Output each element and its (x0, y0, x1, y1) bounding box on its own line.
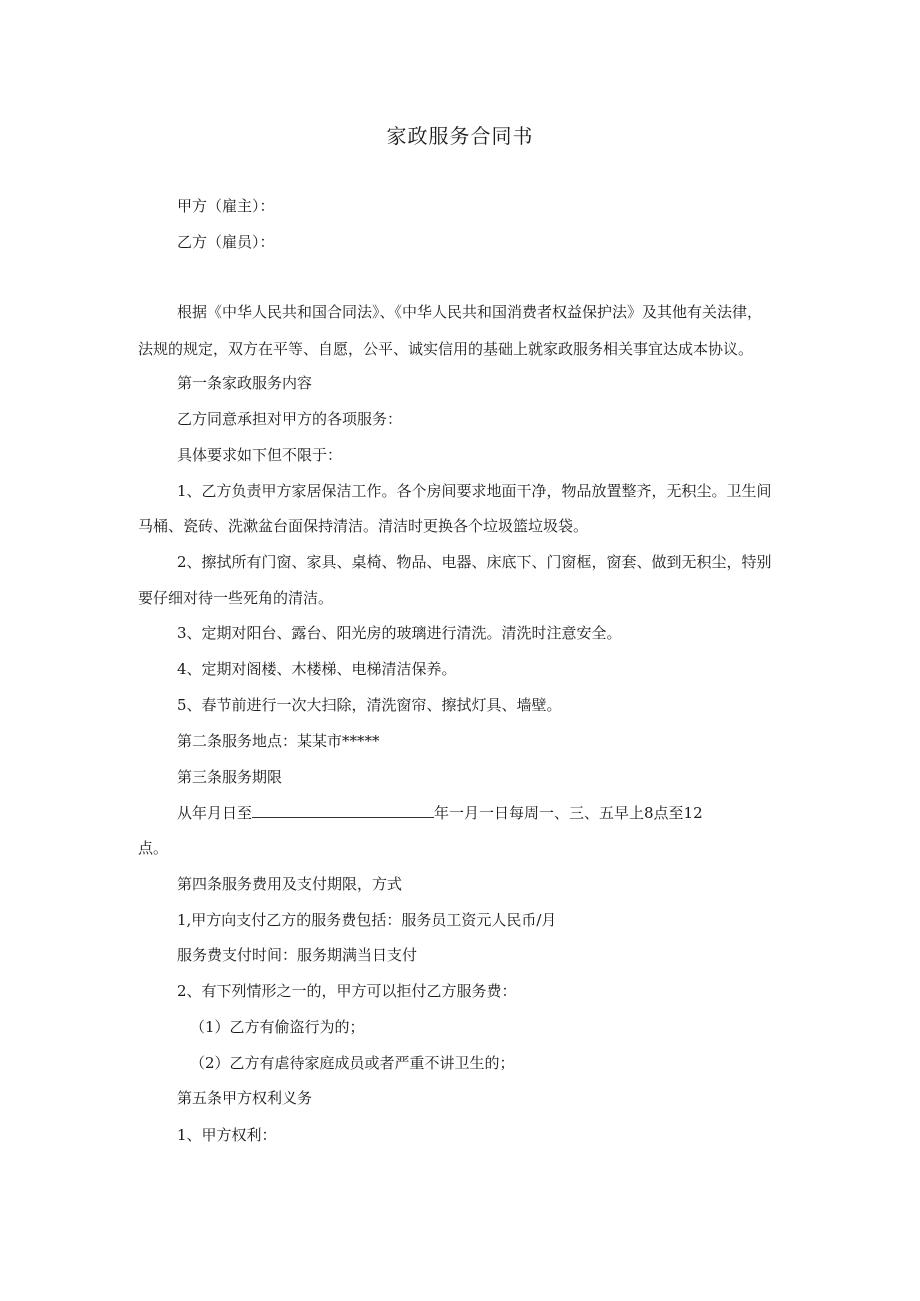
item-2-line-2: 要仔细对待一些死角的清洁。 (138, 589, 334, 607)
term-end-text: 年一月一日每周一、三、五早上8点至12 (434, 804, 703, 822)
article-4-case-1: （1）乙方有偷盗行为的； (190, 1018, 365, 1036)
document-title: 家政服务合同书 (386, 124, 534, 148)
preamble-line-1: 根据《中华人民共和国合同法》、《中华人民共和国消费者权益保护法》及其他有关法律， (177, 303, 763, 321)
article-4-payment-time: 服务费支付时间：服务期满当日支付 (177, 946, 418, 964)
item-5: 5、春节前进行一次大扫除，清洗窗帘、擦拭灯具、墙壁。 (177, 696, 562, 714)
article-1-intro: 乙方同意承担对甲方的各项服务： (177, 410, 403, 428)
article-5-item-1: 1、甲方权利： (177, 1126, 277, 1144)
article-1-heading: 第一条家政服务内容 (177, 374, 313, 392)
item-4: 4、定期对阁楼、木楼梯、电梯清洁保养。 (177, 660, 457, 678)
item-1-line-2: 马桶、瓷砖、洗漱盆台面保持清洁。清洁时更换各个垃圾篮垃圾袋。 (138, 517, 589, 535)
article-1-detail-intro: 具体要求如下但不限于： (177, 446, 343, 464)
term-blank-field[interactable] (252, 803, 434, 818)
item-3: 3、定期对阳台、露台、阳光房的玻璃进行清洗。清洗时注意安全。 (177, 624, 622, 642)
party-b-line: 乙方（雇员）： (177, 233, 275, 251)
article-4-case-2: （2）乙方有虐待家庭成员或者严重不讲卫生的； (190, 1054, 515, 1072)
article-4-item-1: 1,甲方向支付乙方的服务费包括：服务员工资元人民币/月 (177, 911, 557, 929)
article-4-item-2: 2、有下列情形之一的，甲方可以拒付乙方服务费： (177, 982, 517, 1000)
item-1-line-1: 1、乙方负责甲方家居保洁工作。各个房间要求地面干净，物品放置整齐，无积尘。卫生间 (177, 482, 772, 500)
preamble-line-2: 法规的规定，双方在平等、自愿，公平、诚实信用的基础上就家政服务相关事宜达成本协议。 (138, 340, 754, 358)
article-2: 第二条服务地点：某某市***** (177, 732, 380, 750)
term-start-text: 从年月日至 (177, 804, 253, 822)
article-3-heading: 第三条服务期限 (177, 768, 283, 786)
article-3-term-line-2: 点。 (138, 839, 169, 857)
item-2-line-1: 2、擦拭所有门窗、家具、桌椅、物品、电器、床底下、门窗框，窗套、做到无积尘，特别 (177, 553, 772, 571)
article-3-term-line (177, 802, 837, 824)
article-4-heading: 第四条服务费用及支付期限，方式 (177, 875, 403, 893)
party-a-line: 甲方（雇主）： (177, 197, 275, 215)
article-5-heading: 第五条甲方权利义务 (177, 1089, 313, 1107)
